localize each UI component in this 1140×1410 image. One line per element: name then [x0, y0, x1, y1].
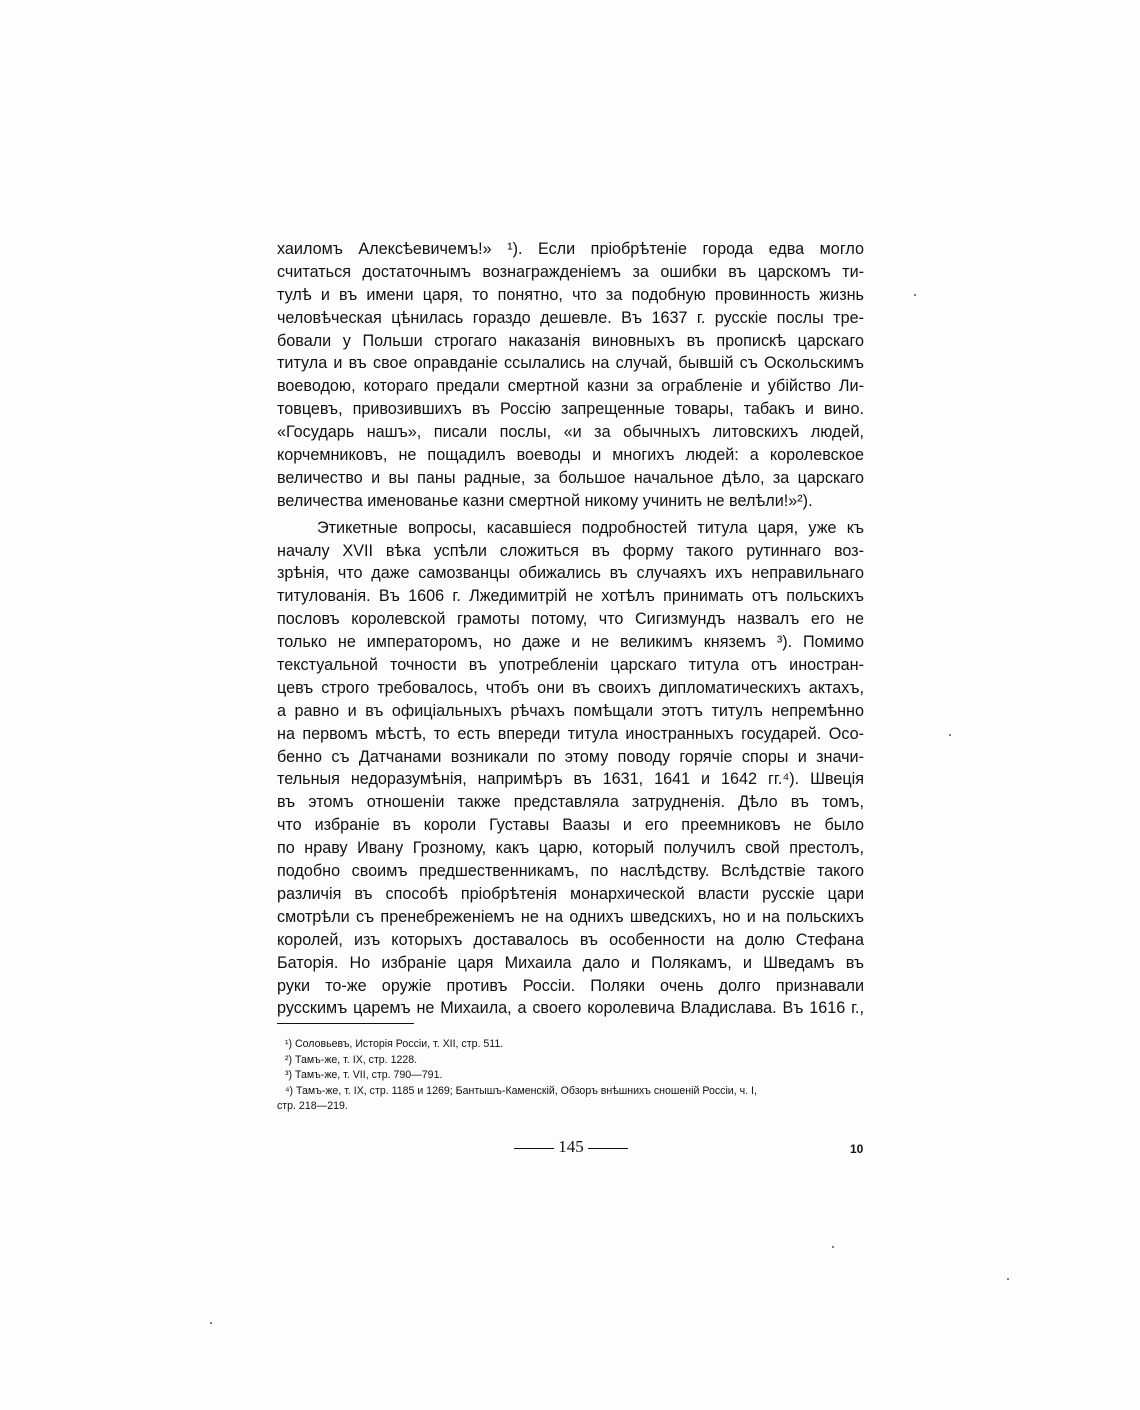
- scan-speck: [210, 1322, 212, 1324]
- text-line: бовали у Польши строгаго наказанія виновныхъ въ пропискѣ царскаго: [277, 331, 864, 350]
- text-line: воеводою, котораго предали смертной казни за ограбленіе и убійство Ли-: [277, 377, 864, 396]
- dash-left: [514, 1148, 554, 1149]
- text-line: по нраву Ивану Грозному, какъ царю, который получилъ свой престолъ,: [277, 839, 864, 858]
- footnote: ³) Тамъ-же, т. VII, стр. 790—791.: [285, 1069, 443, 1082]
- text-line: тельныя недоразумѣнія, напримѣръ въ 1631, 1641 и 1642 гг.⁴). Швеція: [277, 770, 864, 789]
- scan-speck: [1007, 1278, 1009, 1280]
- footnote: ⁴) Тамъ-же, т. IX, стр. 1185 и 1269; Бантышъ-Каменскій, Обзоръ внѣшнихъ сношеній Россіи, ч. I,: [285, 1084, 757, 1097]
- text-line: человѣческая цѣнилась гораздо дешевле. Въ 1637 г. русскіе послы тре-: [277, 308, 864, 327]
- page-number-value: 145: [558, 1137, 584, 1156]
- text-line: только не императоромъ, но даже и не великимъ княземъ ³). Помимо: [277, 633, 864, 652]
- text-line: бенно съ Датчанами возникали по этому поводу горячіе споры и значи-: [277, 747, 864, 766]
- text-line: а равно и въ офиціальныхъ рѣчахъ помѣщали этотъ титулъ непремѣнно: [277, 701, 864, 720]
- text-line: текстуальной точности въ употребленіи царскаго титула отъ иностран-: [277, 656, 864, 675]
- text-line: русскимъ царемъ не Михаила, а своего королевича Владислава. Въ 1616 г.,: [277, 999, 864, 1018]
- dash-right: [588, 1148, 628, 1149]
- footnote: ¹) Соловьевъ, Исторія Россіи, т. XII, стр. 511.: [285, 1038, 504, 1050]
- text-line: различія въ способѣ пріобрѣтенія монархической власти русскіе цари: [277, 884, 864, 903]
- text-line: смотрѣли съ пренебреженіемъ не на однихъ шведскихъ, но и на польскихъ: [277, 907, 864, 926]
- signature-mark: 10: [850, 1142, 864, 1156]
- scan-speck: [832, 1246, 834, 1248]
- text-line: руки то-же оружіе противъ Россіи. Поляки очень долго признавали: [277, 976, 864, 995]
- footnote-continuation: стр. 218—219.: [277, 1100, 348, 1113]
- text-line: Баторія. Но избраніе царя Михаила дало и Полякамъ, и Шведамъ въ: [277, 953, 864, 972]
- text-line: подобно своимъ предшественникамъ, по наслѣдству. Вслѣдствіе такого: [277, 862, 864, 881]
- body-text: [277, 238, 864, 1020]
- text-line: титулованія. Въ 1606 г. Лжедимитрій не хотѣлъ принимать отъ польскихъ: [277, 587, 864, 606]
- scan-speck: [914, 294, 916, 296]
- page-number: [511, 1137, 631, 1157]
- text-line: на первомъ мѣстѣ, то есть впереди титула иностранныхъ государей. Осо-: [277, 724, 864, 743]
- text-line: «Государь нашъ», писали послы, «и за обычныхъ литовскихъ людей,: [277, 423, 864, 442]
- text-line: считаться достаточнымъ вознагражденіемъ за ошибки въ царскомъ ти-: [277, 262, 864, 281]
- text-line: тулѣ и въ имени царя, то понятно, что за подобную провинность жизнь: [277, 285, 864, 304]
- text-line: цевъ строго требовалось, чтобъ они въ своихъ дипломатическихъ актахъ,: [277, 678, 864, 697]
- footnotes: [277, 1037, 867, 1115]
- text-line: корчемниковъ, не пощадилъ воеводы и многихъ людей: а королевское: [277, 446, 864, 465]
- text-line: товцевъ, привозившихъ въ Россію запрещенные товары, табакъ и вино.: [277, 400, 864, 419]
- footnote: ²) Тамъ-же, т. IX, стр. 1228.: [285, 1053, 418, 1066]
- text-line: величества именованье казни смертной никому учинить не велѣли!»²).: [277, 491, 813, 510]
- footnote-rule: [277, 1023, 414, 1024]
- text-line: королей, изъ которыхъ доставалось въ особенности на долю Стефана: [277, 930, 864, 949]
- text-line: зрѣнія, что даже самозванцы обижались въ случаяхъ ихъ неправильнаго: [277, 564, 864, 583]
- text-line: началу XVII вѣка успѣли сложиться въ форму такого рутиннаго воз-: [277, 541, 864, 560]
- text-line: въ этомъ отношеніи также представляла затрудненія. Дѣло въ томъ,: [277, 793, 864, 812]
- text-line: что избраніе въ короли Густавы Ваазы и его преемниковъ не было: [277, 816, 864, 835]
- text-line: величество и вы паны радные, за большое начальное дѣло, за царскаго: [277, 468, 864, 487]
- scan-speck: [949, 734, 951, 736]
- text-line: пословъ королевской грамоты потому, что Сигизмундъ назвалъ его не: [277, 610, 864, 629]
- text-line: хаиломъ Алексѣевичемъ!» ¹). Если пріобрѣтеніе города едва могло: [277, 240, 864, 258]
- text-line: титула и въ свое оправданіе ссылались на случай, бывшій съ Оскольскимъ: [277, 354, 864, 373]
- paragraph-start-line: Этикетные вопросы, касавшіеся подробностей титула царя, уже къ: [317, 518, 864, 537]
